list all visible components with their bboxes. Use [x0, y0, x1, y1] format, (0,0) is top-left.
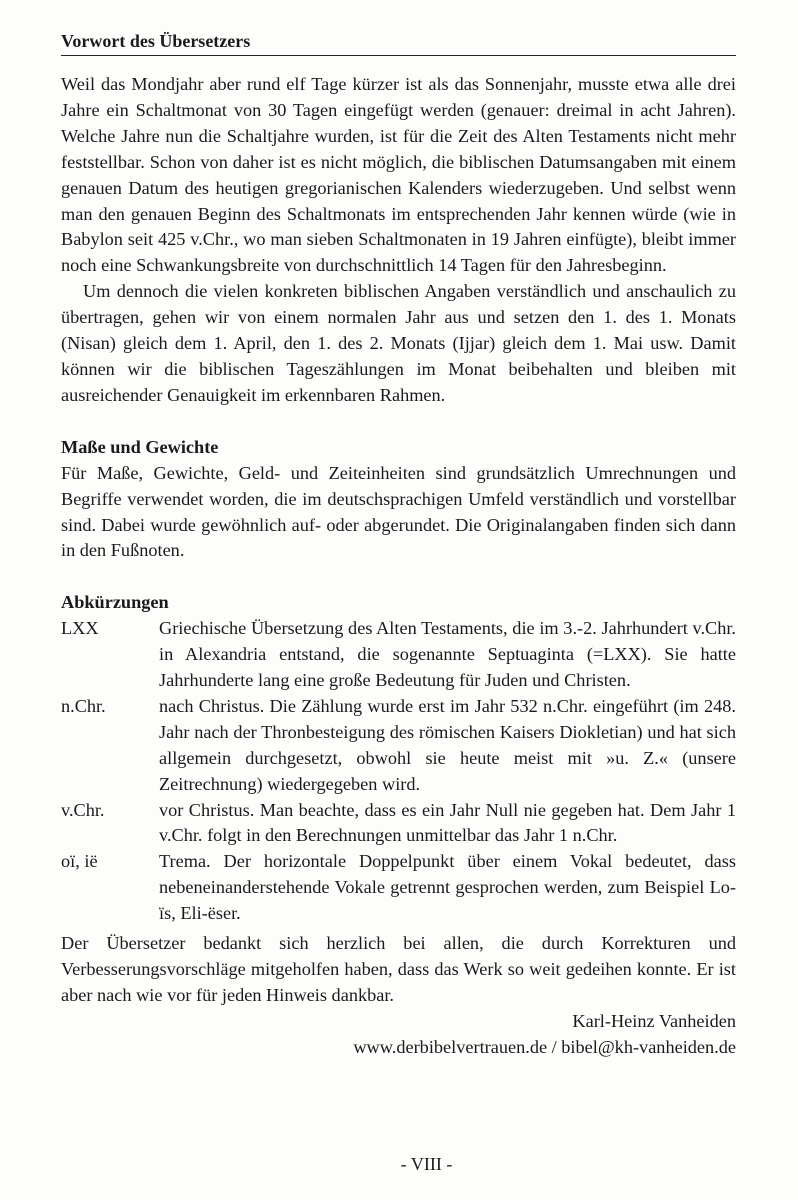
abbreviation-term: oï, ië: [61, 851, 98, 872]
paragraph-measures: Für Maße, Gewichte, Geld- und Zeiteinheiten sind grundsätzlich Umrechnungen und Begriffe verwendet worden, die im deutschsprachigen Umfeld verständlich und vorstellbar sind. Dabei wurde gewöhnlich auf- oder abgerundet. Die Originalangaben finden sich dann in den Fußnoten.: [61, 462, 736, 561]
signature-contact: www.derbibelvertrauen.de / bibel@kh-vanheiden.de: [353, 1036, 736, 1057]
abbreviation-list: [61, 616, 736, 927]
running-head: Vorwort des Übersetzers: [61, 29, 736, 56]
page-number: - VIII -: [400, 1154, 453, 1174]
abbreviation-term: n.Chr.: [61, 695, 106, 716]
abbreviation-term: v.Chr.: [61, 799, 105, 820]
abbreviation-definition: Trema. Der horizontale Doppelpunkt über einem Vokal bedeutet, dass nebeneinanderstehende Vokale getrennt gesprochen werden, zum Beispiel Lo-ïs, Eli-ëser.: [159, 851, 736, 924]
list-item: [61, 849, 736, 927]
abbreviation-definition: Griechische Übersetzung des Alten Testaments, die im 3.-2. Jahrhundert v.Chr. in Alexandria entstand, die sogenannte Septuaginta (=LXX). Sie hatte Jahrhunderte lang eine große Bedeutung für Juden und Christen.: [159, 618, 736, 691]
signature-name: Karl-Heinz Vanheiden: [572, 1010, 736, 1031]
abbreviation-definition: nach Christus. Die Zählung wurde erst im Jahr 532 n.Chr. eingeführt (im 248. Jahr nach der Thronbesteigung des römischen Kaisers Diokletian) und hat sich allgemein durchgesetzt, obwohl sie heute meist mit »u. Z.« (unsere Zeitrechnung) wiedergegeben wird.: [159, 695, 736, 794]
abbreviation-term: LXX: [61, 618, 99, 639]
paragraph-thanks: Der Übersetzer bedankt sich herzlich bei allen, die durch Korrekturen und Verbesserungsvorschläge mitgeholfen haben, dass das Werk so weit gedeihen konnte. Er ist aber nach wie vor für jeden Hinweis dankbar.: [61, 933, 736, 1005]
paragraph-calendar: Weil das Mondjahr aber rund elf Tage kürzer ist als das Sonnenjahr, musste etwa alle drei Jahre ein Schaltmonat von 30 Tagen eingefügt werden (genauer: dreimal in acht Jahren). Welche Jahre nun die Schaltjahre wurden, ist für die Zeit des Alten Testaments nicht mehr feststellbar. Schon von daher ist es nicht möglich, die biblischen Datumsangaben mit einem genauen Datum des heutigen gregorianischen Kalenders wiederzugeben. Und selbst wenn man den genauen Beginn des Schaltmonats im entsprechenden Jahr kennen würde (wie in Babylon seit 425 v.Chr., wo man sieben Schaltmonaten in 19 Jahren einfügte), bleibt immer noch eine Schwankungsbreite von durchschnittlich 14 Tagen für den Jahresbeginn.: [61, 74, 736, 276]
list-item: [61, 798, 736, 850]
list-item: [61, 694, 736, 798]
body-text: [61, 72, 736, 1061]
page-number-container: [61, 1152, 736, 1176]
paragraph-dates: Um dennoch die vielen konkreten biblischen Angaben verständlich und anschaulich zu übertragen, gehen wir von einem normalen Jahr aus und setzen den 1. des 1. Monats (Nisan) gleich dem 1. April, den 1. des 2. Monats (Ijjar) gleich dem 1. Mai usw. Damit können wir die biblischen Tageszählungen im Monat beibehalten und bleiben mit ausreichender Genauigkeit im erkennbaren Rahmen.: [61, 281, 736, 405]
abbreviation-definition: vor Christus. Man beachte, dass es ein Jahr Null nie gegeben hat. Dem Jahr 1 v.Chr. folgt in den Berechnungen unmittelbar das Jahr 1 n.Chr.: [159, 799, 736, 846]
heading-abbreviations: Abkürzungen: [61, 592, 169, 613]
heading-measures: Maße und Gewichte: [61, 436, 219, 457]
list-item: [61, 616, 736, 694]
